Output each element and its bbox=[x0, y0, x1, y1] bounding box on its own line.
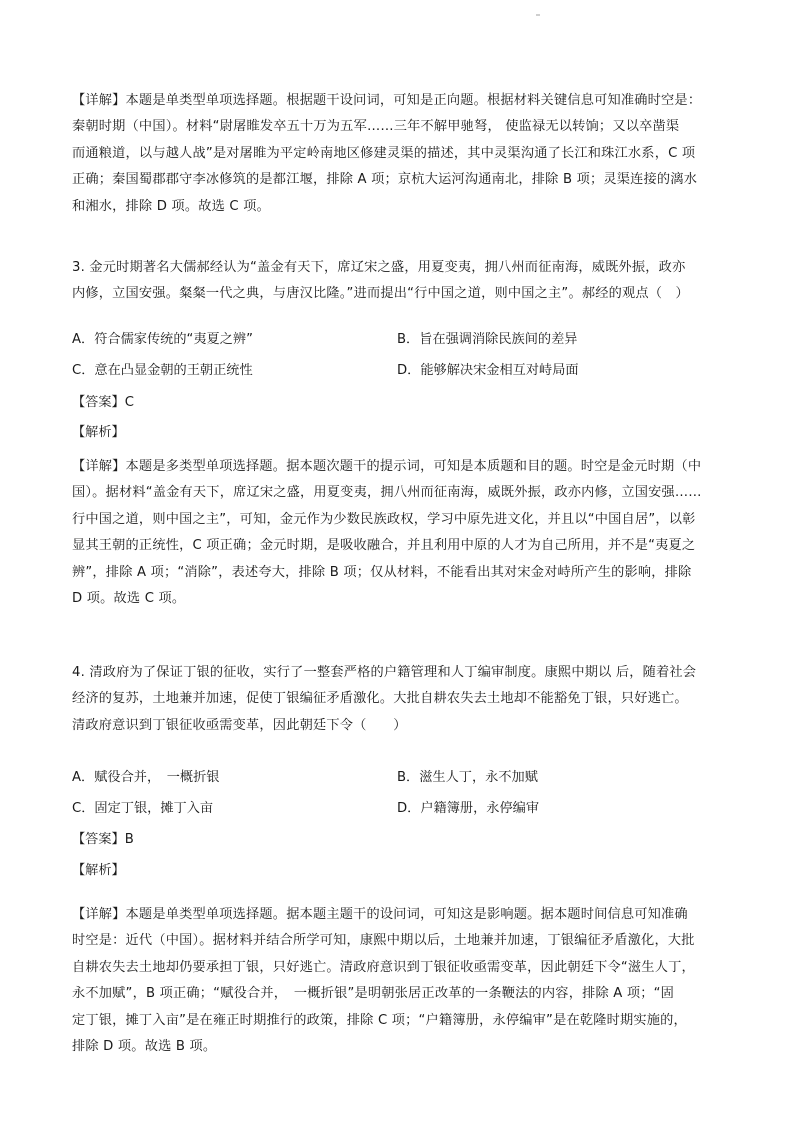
q3-option-a: A．符合儒家传统的“夷夏之辨” bbox=[72, 332, 253, 347]
q3-option-d: D．能够解决宋金相互对峙局面 bbox=[397, 363, 579, 378]
q3-option-c: C．意在凸显金朝的王朝正统性 bbox=[72, 363, 253, 378]
scan-dot bbox=[536, 14, 540, 16]
q2-detail-line: 秦朝时期（中国）。材料“尉屠睢发卒五十万为五军……三年不解甲驰弩， 使监禄无以转饷；又以卒凿渠 bbox=[72, 119, 680, 135]
q4-stem-line: 4. 清政府为了保证丁银的征收，实行了一整套严格的户籍管理和人丁编审制度。康熙中期以 后，随着社会 bbox=[72, 665, 697, 680]
q4-option-a: A．赋役合并， 一概折银 bbox=[72, 770, 220, 785]
q3-detail-line: 显其王朝的正统性，C 项正确；金元时期，是吸收融合，并且利用中原的人才为自己所用，并不是“夷夏之 bbox=[72, 538, 696, 554]
q3-detail-line: 行中国之道，则中国之主”，可知，金元作为少数民族政权，学习中原先进文化，并且以“中国自居”，以彰 bbox=[72, 511, 696, 527]
q4-detail-line: 时空是：近代（中国）。据材料并结合所学可知，康熙中期以后，土地兼并加速，丁银编征矛盾激化，大批 bbox=[72, 933, 695, 949]
q4-detail-line: 定丁银，摊丁入亩”是在雍正时期推行的政策，排除 C 项；“户籍簿册，永停编审”是在乾隆时期实施的， bbox=[72, 1012, 687, 1028]
q2-detail-paragraph bbox=[72, 88, 722, 220]
q3-detail-line: 【详解】本题是多类型单项选择题。据本题次题干的提示词，可知是本质题和目的题。时空是金元时期（中 bbox=[72, 459, 702, 474]
q4-detail-line: 【详解】本题是单类型单项选择题。据本题主题干的设问词，可知这是影响题。据本题时间信息可知准确 bbox=[72, 907, 688, 922]
q4-option-d: D．户籍簿册，永停编审 bbox=[397, 801, 540, 816]
q4-stem-line: 清政府意识到丁银征收亟需变革，因此朝廷下令（ ） bbox=[72, 717, 407, 733]
q3-answer: 【答案】C bbox=[72, 395, 134, 410]
q4-detail-paragraph bbox=[72, 902, 722, 1060]
q4-detail-line: 自耕农失去土地却仍要承担丁银，只好逃亡。清政府意识到丁银征收亟需变革，因此朝廷下令“滋生人丁， bbox=[72, 959, 695, 975]
q3-stem bbox=[72, 255, 722, 308]
q2-detail-line: 正确；秦国蜀郡郡守李冰修筑的是都江堰，排除 A 项；京杭大运河沟通南北，排除 B 项；灵渠连接的漓水 bbox=[72, 172, 698, 188]
q3-detail-line: 辨”，排除 A 项；“消除”，表述夸大，排除 B 项；仅从材料，不能看出其对宋金对峙所产生的影响，排除 bbox=[72, 564, 692, 580]
q3-stem-line: 3. 金元时期著名大儒郝经认为“盖金有天下，席辽宋之盛，用夏变夷，拥八州而征南海，威既外振，政亦 bbox=[72, 260, 686, 275]
q3-stem-line: 内修，立国安强。粲粲一代之典，与唐汉比隆。”进而提出“行中国之道，则中国之主”。郝经的观点（ ） bbox=[72, 286, 689, 302]
q2-detail-line: 而通粮道，以与越人战”是对屠睢为平定岭南地区修建灵渠的描述，其中灵渠沟通了长江和珠江水系，C 项 bbox=[72, 145, 696, 161]
q4-stem-line: 经济的复苏，土地兼并加速，促使丁银编征矛盾激化。大批自耕农失去土地却不能豁免丁银，只好逃亡。 bbox=[72, 691, 688, 707]
q3-analysis-label: 【解析】 bbox=[72, 425, 125, 440]
q4-analysis-label: 【解析】 bbox=[72, 863, 125, 878]
q4-detail-line: 排除 D 项。故选 B 项。 bbox=[72, 1039, 217, 1055]
q3-detail-paragraph bbox=[72, 454, 722, 612]
q4-answer: 【答案】B bbox=[72, 832, 134, 847]
q4-option-c: C．固定丁银，摊丁入亩 bbox=[72, 801, 214, 816]
q2-detail-line: 和湘水，排除 D 项。故选 C 项。 bbox=[72, 198, 270, 214]
q4-option-b: B．滋生人丁，永不加赋 bbox=[397, 770, 538, 785]
q4-stem bbox=[72, 660, 722, 739]
q4-detail-line: 永不加赋”，B 项正确；“赋役合并， 一概折银”是明朝张居正改革的一条鞭法的内容，排除 A 项；“固 bbox=[72, 986, 675, 1002]
q3-option-b: B．旨在强调消除民族间的差异 bbox=[397, 332, 578, 347]
q3-detail-line: 国）。据材料“盖金有天下，席辽宋之盛，用夏变夷，拥八州而征南海，威既外振，政亦内修，立国安强…… bbox=[72, 485, 702, 501]
q3-detail-line: D 项。故选 C 项。 bbox=[72, 591, 186, 607]
q2-detail-line: 【详解】本题是单类型单项选择题。根据题干设问词，可知是正向题。根据材料关键信息可知准确时空是： bbox=[72, 93, 702, 108]
